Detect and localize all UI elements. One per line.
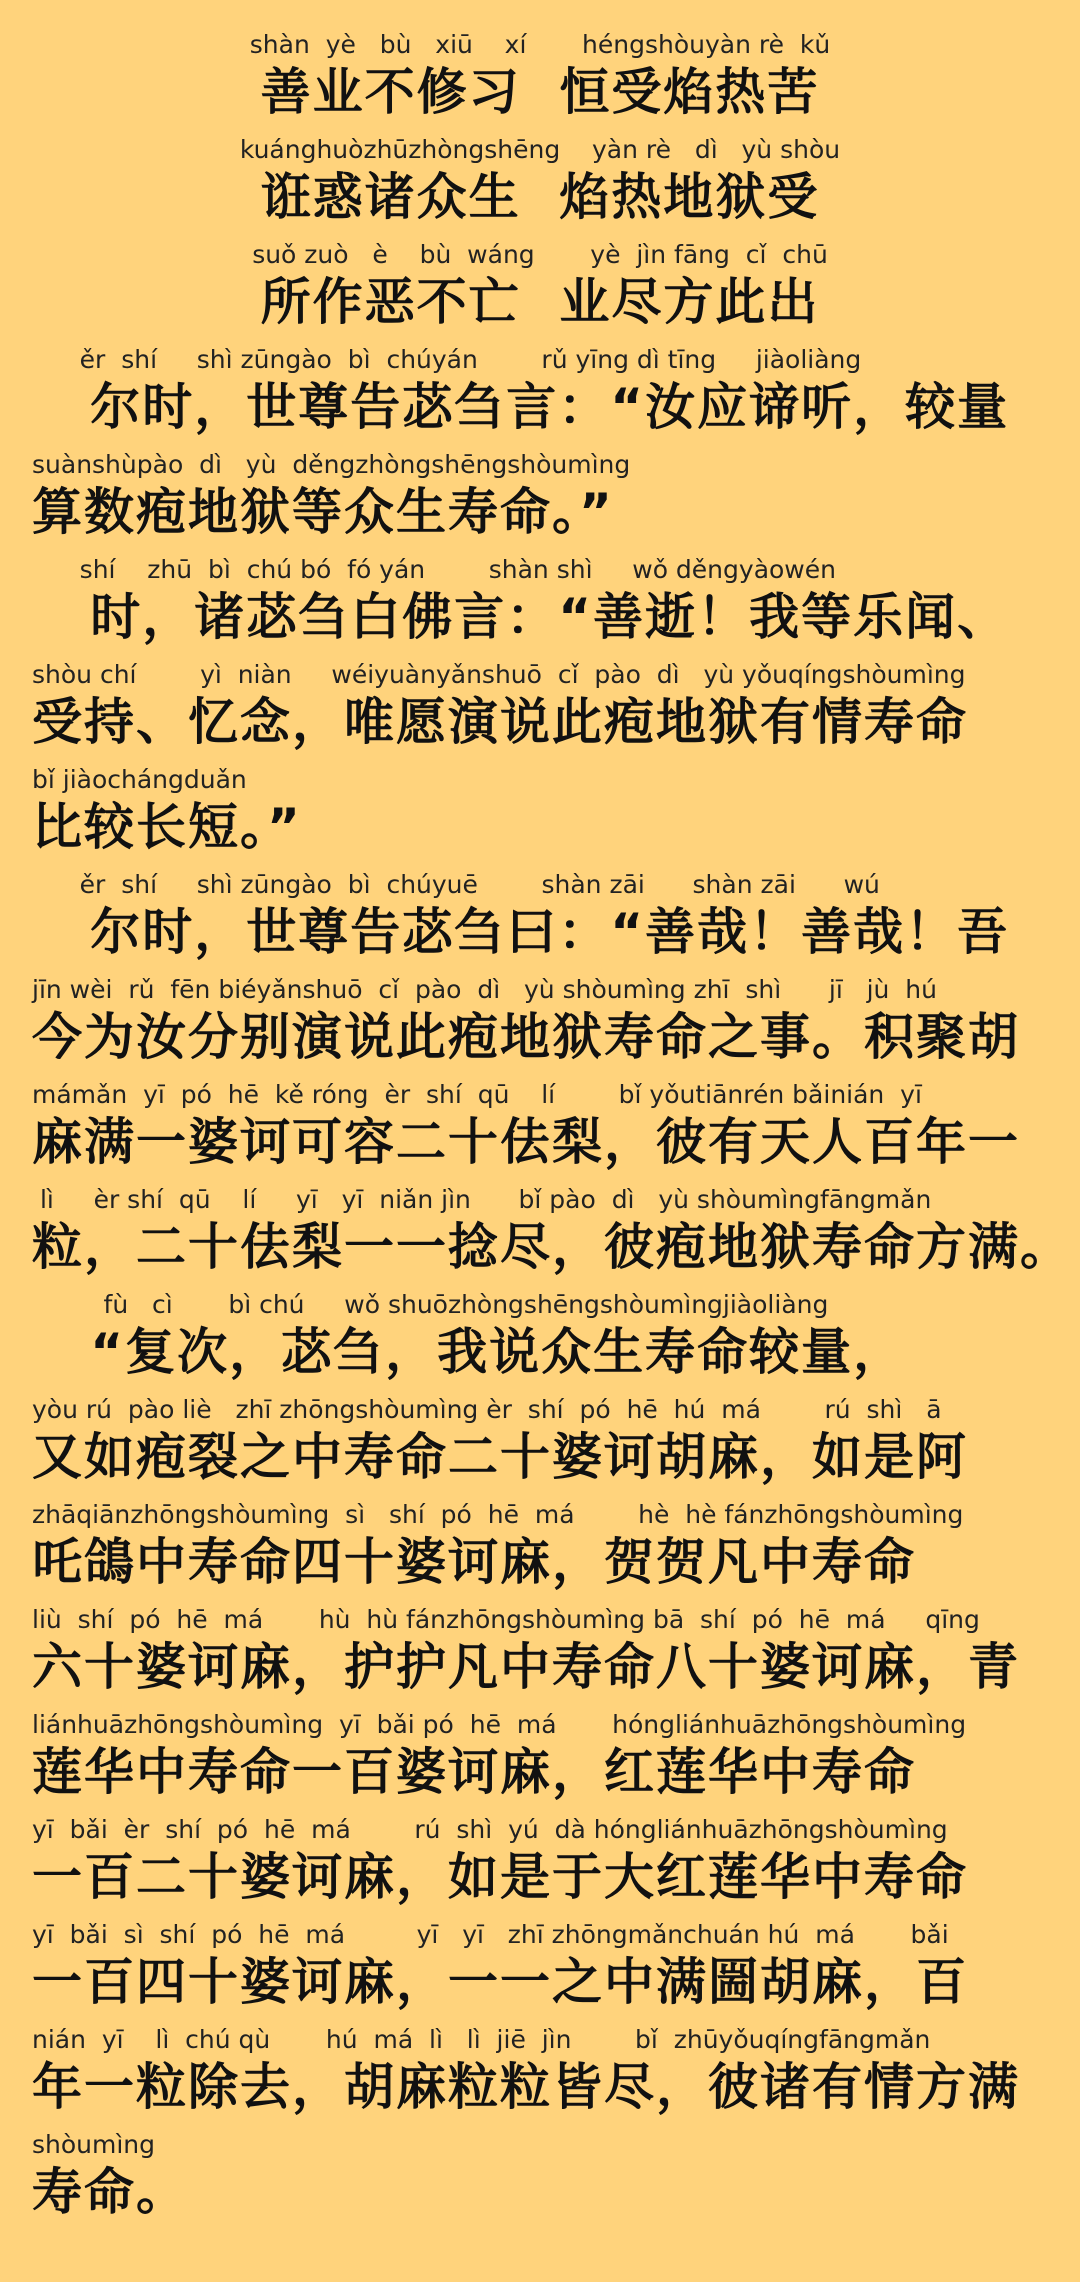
pinyin: yī bǎi èr shí pó hē má rú shì yú dà hóngliánhuāzhōngshòumìng xyxy=(32,1815,948,1844)
hanzi: 年一粒除去，胡麻粒粒皆尽，彼诸有情方满 xyxy=(32,2058,1020,2116)
pinyin: bǐ jiàochángduǎn xyxy=(32,765,247,794)
hanzi: 粒，二十佉梨一一捻尽，彼疱地狱寿命方满。 xyxy=(32,1218,1072,1276)
pinyin: suànshùpào dì yù děngzhòngshēngshòumìng xyxy=(32,450,631,479)
hanzi: 一百二十婆诃麻，如是于大红莲华中寿命 xyxy=(32,1848,968,1906)
hanzi: 今为汝分别演说此疱地狱寿命之事。积聚胡 xyxy=(32,1008,1020,1066)
hanzi: 算数疱地狱等众生寿命。” xyxy=(32,483,614,541)
pinyin: lì èr shí qū lí yī yī niǎn jìn bǐ pào dì yù shòumìngfāngmǎn xyxy=(32,1185,932,1214)
pinyin: shòu chí yì niàn wéiyuànyǎnshuō cǐ pào dì yù yǒuqíngshòumìng xyxy=(32,660,966,689)
hanzi: 时，诸苾刍白佛言：“善逝！我等乐闻、 xyxy=(32,588,1010,646)
pinyin: shòumìng xyxy=(32,2130,156,2159)
hanzi: 麻满一婆诃可容二十佉梨，彼有天人百年一 xyxy=(32,1113,1020,1171)
pinyin: yòu rú pào liè zhī zhōngshòumìng èr shí pó hē hú má rú shì ā xyxy=(32,1395,942,1424)
hanzi: 寿命。 xyxy=(32,2163,188,2221)
hanzi: 尔时，世尊告苾刍言：“汝应谛听，较量 xyxy=(32,378,1010,436)
hanzi: 莲华中寿命一百婆诃麻，红莲华中寿命 xyxy=(32,1743,916,1801)
pinyin: shàn yè bù xiū xí héngshòuyàn rè kǔ xyxy=(249,30,831,59)
hanzi: 吒鴿中寿命四十婆诃麻，贺贺凡中寿命 xyxy=(32,1533,916,1591)
pinyin: zhāqiānzhōngshòumìng sì shí pó hē má hè hè fánzhōngshòumìng xyxy=(32,1500,964,1529)
hanzi: 所作恶不亡 业尽方此出 xyxy=(260,273,820,331)
hanzi: 一百四十婆诃麻，一一之中满圌胡麻，百 xyxy=(32,1953,968,2011)
pinyin: suǒ zuò è bù wáng yè jìn fāng cǐ chū xyxy=(252,240,828,269)
pinyin: ěr shí shì zūngào bì chúyuē shàn zāi shàn zāi wú xyxy=(32,870,880,899)
hanzi: “复次，苾刍，我说众生寿命较量， xyxy=(32,1323,906,1381)
hanzi: 受持、忆念，唯愿演说此疱地狱有情寿命 xyxy=(32,693,968,751)
pinyin: nián yī lì chú qù hú má lì lì jiē jìn bǐ zhūyǒuqíngfāngmǎn xyxy=(32,2025,931,2054)
pinyin: shí zhū bì chú bó fó yán shàn shì wǒ děngyàowén xyxy=(32,555,836,584)
pinyin: kuánghuòzhūzhòngshēng yàn rè dì yù shòu xyxy=(239,135,841,164)
hanzi: 尔时，世尊告苾刍曰：“善哉！善哉！吾 xyxy=(32,903,1010,961)
hanzi: 善业不修习 恒受焰热苦 xyxy=(260,63,820,121)
pinyin: liù shí pó hē má hù hù fánzhōngshòumìng bā shí pó hē má qīng xyxy=(32,1605,980,1634)
hanzi: 诳惑诸众生 焰热地狱受 xyxy=(260,168,820,226)
pinyin: ěr shí shì zūngào bì chúyán rǔ yīng dì tīng jiàoliàng xyxy=(32,345,862,374)
pinyin: yī bǎi sì shí pó hē má yī yī zhī zhōngmǎnchuán hú má bǎi xyxy=(32,1920,949,1949)
hanzi: 比较长短。” xyxy=(32,798,302,856)
pinyin: mámǎn yī pó hē kě róng èr shí qū lí bǐ yǒutiānrén bǎinián yī xyxy=(32,1080,922,1109)
hanzi: 六十婆诃麻，护护凡中寿命八十婆诃麻，青 xyxy=(32,1638,1020,1696)
pinyin: jīn wèi rǔ fēn biéyǎnshuō cǐ pào dì yù shòumìng zhī shì jī jù hú xyxy=(32,975,937,1004)
pinyin: fù cì bì chú wǒ shuōzhòngshēngshòumìngjiàoliàng xyxy=(32,1290,829,1319)
pinyin: liánhuāzhōngshòumìng yī bǎi pó hē má hóngliánhuāzhōngshòumìng xyxy=(32,1710,967,1739)
hanzi: 又如疱裂之中寿命二十婆诃胡麻，如是阿 xyxy=(32,1428,968,1486)
